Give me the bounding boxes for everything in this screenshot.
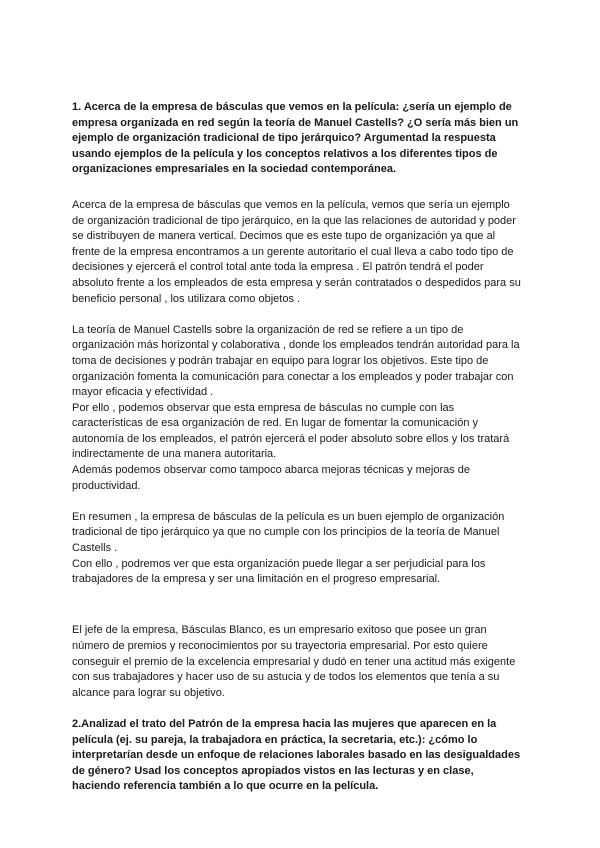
text-line: absoluto frente a los empleados de esta empresa y serán contratados o despedidos para su bbox=[72, 276, 521, 289]
question-2 bbox=[72, 717, 532, 795]
text-line: decisiones y ejercerá el control total ante toda la empresa . El patrón tendrá el poder bbox=[72, 261, 484, 274]
document-page bbox=[72, 100, 532, 815]
text-line: indirectamente de una manera autoritaria. bbox=[72, 448, 277, 461]
text-line: 1. Acerca de la empresa de básculas que vemos en la película: ¿sería un ejemplo de bbox=[72, 101, 512, 113]
text-line: con sus trabajadores y hacer uso de su astucia y de todos los elementos que tenía a su bbox=[72, 671, 500, 684]
text-line: tradicional de tipo jerárquico ya que no cumple con los principios de la teoría de Manuel bbox=[72, 526, 500, 539]
text-line: conseguir el premio de la excelencia empresarial y dudó en tener una actitud más exigente bbox=[72, 655, 516, 668]
text-line: de género? Usad los conceptos apropiados vistos en las lecturas y en clase, bbox=[72, 764, 474, 777]
text-line: características de esa organización de red. En lugar de fomentar la comunicación y bbox=[72, 417, 478, 430]
text-line: autonomía de los empleados, el patrón ejercerá el poder absoluto sobre ellos y los tratará bbox=[72, 432, 510, 445]
paragraph-1 bbox=[72, 198, 532, 307]
paragraph-2 bbox=[72, 323, 532, 495]
text-line: El jefe de la empresa, Básculas Blanco, es un empresario exitoso que posee un gran bbox=[72, 624, 487, 637]
text-line: trabajadores de la empresa y ser una limitación en el progreso empresarial. bbox=[72, 573, 441, 586]
text-line: Por ello , podemos observar que esta empresa de básculas no cumple con las bbox=[72, 401, 455, 414]
text-line: En resumen , la empresa de básculas de la película es un buen ejemplo de organización bbox=[72, 510, 505, 523]
text-line: 2.Analizad el trato del Patrón de la empresa hacia las mujeres que aparecen en la bbox=[72, 717, 497, 730]
text-line: de organización tradicional de tipo jerárquico, en la que las relaciones de autoridad y poder bbox=[72, 214, 516, 227]
question-1 bbox=[72, 100, 532, 178]
paragraph-3 bbox=[72, 510, 532, 588]
text-line: empresa organizada en red según la teoría de Manuel Castells? ¿O sería más bien un bbox=[72, 116, 519, 129]
text-line: haciendo referencia también a lo que ocurre en la película. bbox=[72, 780, 379, 793]
text-line: número de premios y reconocimientos por su trayectoria empresarial. Por esto quiere bbox=[72, 640, 488, 652]
text-line: mayor eficacia y efectividad . bbox=[72, 386, 214, 399]
text-line: usando ejemplos de la película y los conceptos relativos a los diferentes tipos de bbox=[72, 147, 498, 160]
text-line: Castells . bbox=[72, 542, 118, 555]
text-line: organizaciones empresariales en la sociedad contemporánea. bbox=[72, 163, 397, 176]
text-line: interpretarían desde un enfoque de relaciones laborales basado en las desigualdades bbox=[72, 749, 521, 762]
text-line: Acerca de la empresa de básculas que vemos en la película, vemos que sería un ejemplo bbox=[72, 198, 510, 211]
text-line: frente de la empresa encontramos a un gerente autoritario el cual lleva a cabo todo tipo de bbox=[72, 245, 514, 258]
text-line: se distribuyen de manera vertical. Decimos que es este tupo de organización ya que al bbox=[72, 230, 496, 243]
text-line: alcance para lograr su objetivo. bbox=[72, 686, 225, 699]
spacer bbox=[72, 603, 532, 623]
text-line: película (ej. su pareja, la trabajadora en práctica, la secretaria, etc.): ¿cómo lo bbox=[72, 733, 478, 746]
text-line: beneficio personal , los utilizara como objetos . bbox=[72, 292, 301, 305]
text-line: Con ello , podremos ver que esta organización puede llegar a ser perjudicial para los bbox=[72, 557, 486, 570]
paragraph-4 bbox=[72, 623, 532, 701]
text-line: La teoría de Manuel Castells sobre la organización de red se refiere a un tipo de bbox=[72, 323, 464, 336]
text-line: productividad. bbox=[72, 479, 141, 492]
text-line: ejemplo de organización tradicional de tipo jerárquico? Argumentad la respuesta bbox=[72, 132, 496, 145]
text-line: toma de decisiones y podrán trabajar en equipo para lograr los objetivos. Este tipo de bbox=[72, 354, 489, 367]
text-line: organización fomenta la comunicación para conectar a los empleados y poder trabajar con bbox=[72, 370, 514, 383]
text-line: Además podemos observar como tampoco abarca mejoras técnicas y mejoras de bbox=[72, 464, 471, 477]
text-line: organización más horizontal y colaborativa , donde los empleados tendrán autoridad para la bbox=[72, 339, 520, 352]
